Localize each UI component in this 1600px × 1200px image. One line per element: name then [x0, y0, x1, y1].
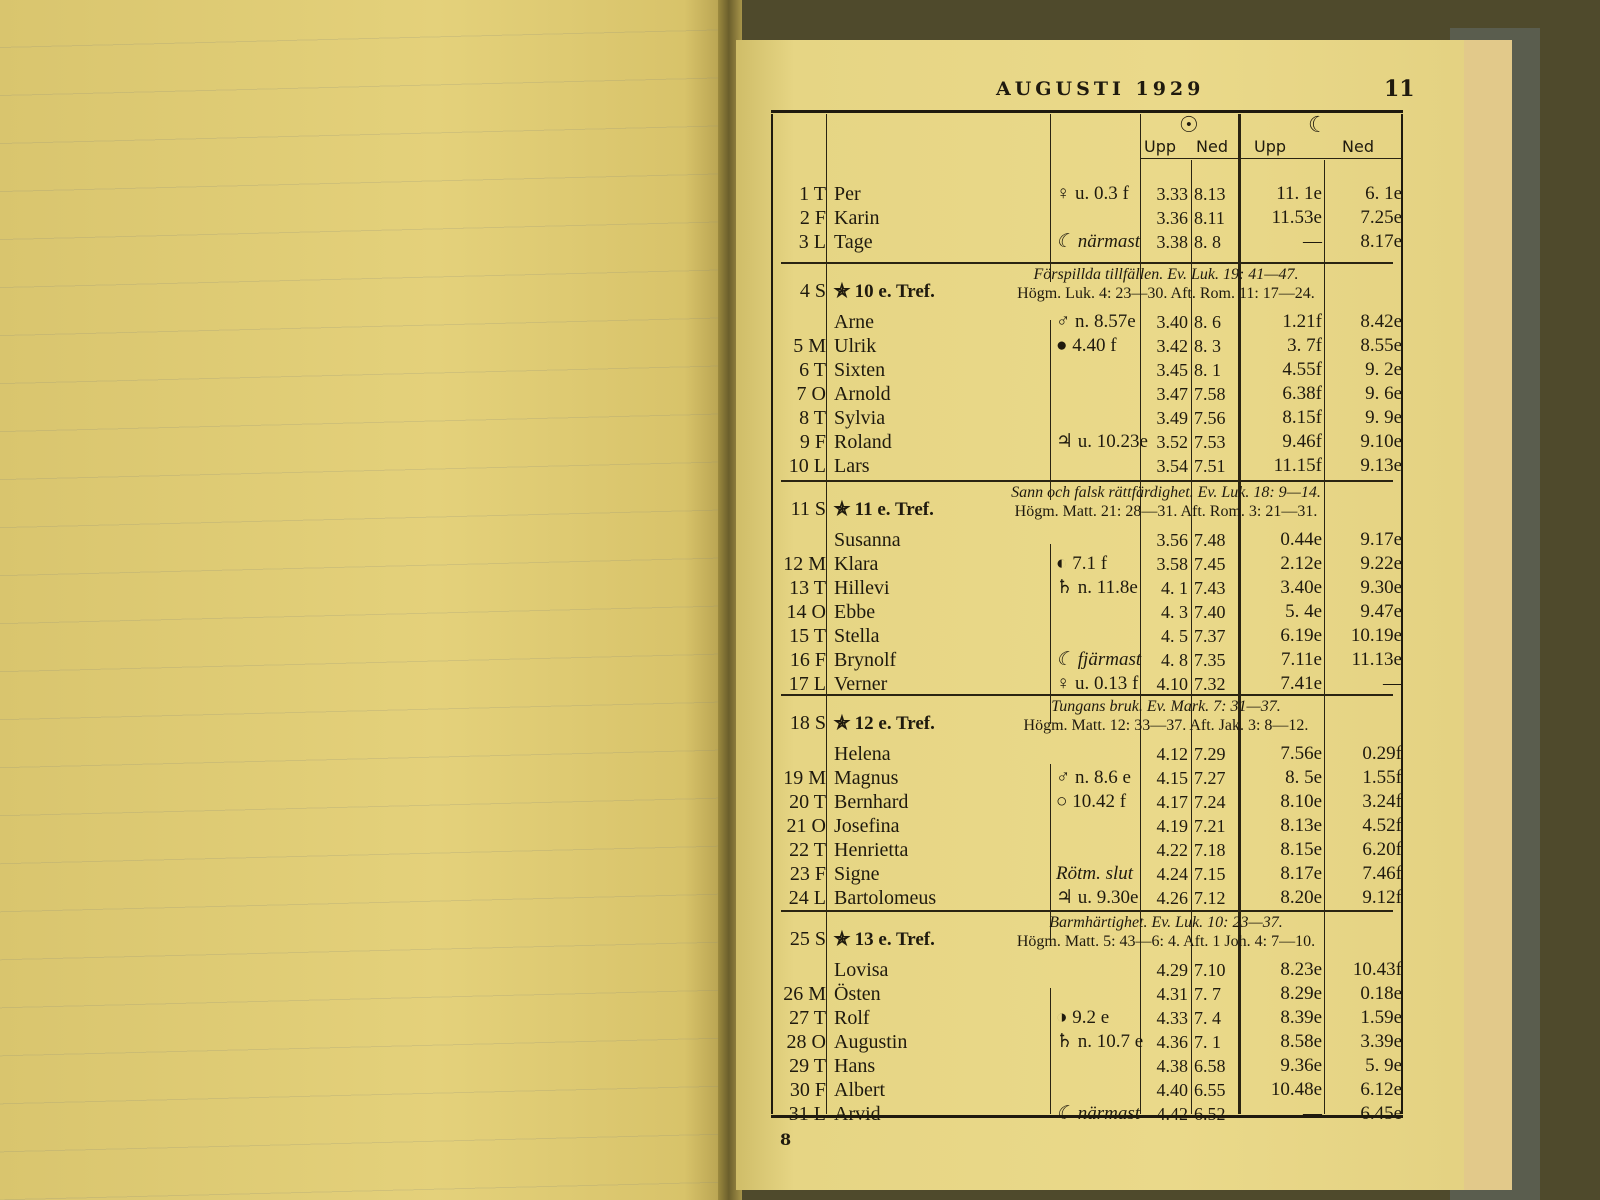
- sunrise-time: 4.22: [1156, 840, 1188, 860]
- note-column-divider: [1050, 544, 1051, 724]
- service-readings: Högm. Matt. 21: 28—31. Aft. Rom. 3: 21—31.: [1014, 503, 1318, 520]
- row-day: 26 M: [783, 983, 826, 1005]
- row-name: Helena: [834, 743, 891, 765]
- moonrise-time: 5. 4e: [1285, 601, 1322, 622]
- row-note: ♃ u. 10.23e: [1056, 431, 1148, 452]
- moonrise-time: 8.20e: [1280, 887, 1322, 908]
- moonset-time: 3.39e: [1360, 1031, 1402, 1052]
- sunset-time: 7.58: [1194, 384, 1226, 404]
- row-name: Sixten: [834, 359, 886, 381]
- moonset-time: 7.46f: [1362, 863, 1402, 884]
- row-day: 27 T: [789, 1007, 826, 1029]
- row-day: 31 L: [788, 1103, 826, 1125]
- moonset-time: 5. 9e: [1365, 1055, 1402, 1076]
- moonset-time: —: [1383, 673, 1402, 694]
- sunrise-time: 4.31: [1156, 984, 1188, 1004]
- row-note: ♀ u. 0.13 f: [1056, 673, 1139, 694]
- sunrise-time: 4.36: [1156, 1032, 1188, 1052]
- moonrise-time: 9.46f: [1282, 431, 1322, 452]
- sunrise-time: 3.56: [1156, 530, 1188, 550]
- gospel-reading: Barmhärtighet. Ev. Luk. 10: 23—37.: [1049, 914, 1283, 931]
- moonrise-time: —: [1303, 231, 1322, 252]
- row-name: Brynolf: [834, 649, 897, 671]
- row-day: 6 T: [799, 359, 826, 381]
- row-day: 28 O: [786, 1031, 826, 1053]
- sunrise-time: 4.15: [1156, 768, 1188, 788]
- row-day: 12 M: [783, 553, 826, 575]
- sunrise-time: 4.24: [1156, 864, 1188, 884]
- row-name: Josefina: [834, 815, 900, 837]
- sunset-time: 7.12: [1194, 888, 1226, 908]
- sunday-header: [736, 266, 1436, 310]
- sunset-time: 7.45: [1194, 554, 1226, 574]
- sunset-time: 6.55: [1194, 1080, 1226, 1100]
- row-day: 5 M: [793, 335, 826, 357]
- moonrise-time: 11.53e: [1271, 207, 1322, 228]
- sunset-time: 8. 1: [1194, 360, 1221, 380]
- row-note: ☾ närmast: [1056, 1103, 1141, 1124]
- sunrise-time: 4.42: [1156, 1104, 1188, 1124]
- row-note: ♂ n. 8.6 e: [1056, 767, 1131, 788]
- row-name: Rolf: [834, 1007, 870, 1029]
- moonset-time: 0.29f: [1362, 743, 1402, 764]
- sunset-time: 7.21: [1194, 816, 1226, 836]
- moonrise-time: 8.29e: [1280, 983, 1322, 1004]
- sunrise-time: 4. 5: [1161, 626, 1188, 646]
- row-day: 15 T: [789, 625, 826, 647]
- sunrise-time: 4.40: [1156, 1080, 1188, 1100]
- note-column-divider: [1050, 114, 1051, 282]
- row-note: ♀ u. 0.3 f: [1056, 183, 1129, 204]
- row-name: Per: [834, 183, 861, 205]
- page-number: 11: [1384, 76, 1415, 102]
- row-day: 23 F: [789, 863, 826, 885]
- row-name: Roland: [834, 431, 892, 453]
- sunset-time: 7.24: [1194, 792, 1226, 812]
- note-column-divider: [1050, 988, 1051, 1114]
- sun-rise-header: Upp: [1144, 137, 1177, 156]
- moonset-time: 9.17e: [1360, 529, 1402, 550]
- moonrise-time: 11. 1e: [1276, 183, 1322, 204]
- week-separator: [781, 262, 1393, 264]
- row-day: 30 F: [789, 1079, 826, 1101]
- moonset-time: 6.20f: [1362, 839, 1402, 860]
- row-note: ☾ närmast: [1056, 231, 1141, 252]
- moonset-time: 9. 6e: [1365, 383, 1402, 404]
- month-title: AUGUSTI 1929: [996, 78, 1205, 100]
- moonset-time: 10.19e: [1350, 625, 1402, 646]
- row-name: Arvid: [834, 1103, 881, 1125]
- sunrise-time: 4. 3: [1161, 602, 1188, 622]
- moonset-time: 9.30e: [1360, 577, 1402, 598]
- sunrise-time: 4.17: [1156, 792, 1188, 812]
- row-day: 22 T: [789, 839, 826, 861]
- sunset-time: 6.52: [1194, 1104, 1226, 1124]
- row-day: 3 L: [798, 231, 826, 253]
- row-day: 13 T: [789, 577, 826, 599]
- row-name: Henrietta: [834, 839, 909, 861]
- sunset-time: 7.10: [1194, 960, 1226, 980]
- moonset-time: 4.52f: [1362, 815, 1402, 836]
- sunrise-time: 3.58: [1156, 554, 1188, 574]
- sunday-date: 18 S: [789, 712, 826, 734]
- row-note: ○ 10.42 f: [1056, 791, 1127, 812]
- row-name: Ulrik: [834, 335, 877, 357]
- row-name: Hans: [834, 1055, 876, 1077]
- sunrise-time: 4.38: [1156, 1056, 1188, 1076]
- sunset-time: 7. 7: [1194, 984, 1221, 1004]
- moonset-time: 0.18e: [1360, 983, 1402, 1004]
- sunrise-time: 4.33: [1156, 1008, 1188, 1028]
- row-day: 29 T: [789, 1055, 826, 1077]
- moonrise-time: 7.56e: [1280, 743, 1322, 764]
- sunset-time: 7. 1: [1194, 1032, 1221, 1052]
- sunset-time: 7.48: [1194, 530, 1226, 550]
- moonrise-time: 8.15f: [1282, 407, 1322, 428]
- moonset-time: 9.47e: [1360, 601, 1402, 622]
- row-name: Stella: [834, 625, 880, 647]
- row-note: ● 4.40 f: [1056, 335, 1117, 356]
- feast-name: ✯ 12 e. Tref.: [834, 713, 935, 734]
- sunrise-time: 3.38: [1156, 232, 1188, 252]
- moonrise-time: 6.19e: [1280, 625, 1322, 646]
- day-column-divider: [826, 114, 827, 1114]
- moonset-time: 6.45e: [1360, 1103, 1402, 1124]
- moonset-time: 11.13e: [1351, 649, 1402, 670]
- sunrise-time: 3.52: [1156, 432, 1188, 452]
- sunset-time: 8. 8: [1194, 232, 1221, 252]
- moonset-time: 9.22e: [1360, 553, 1402, 574]
- feast-name: ✯ 11 e. Tref.: [834, 499, 934, 520]
- moonset-time: 9.12f: [1362, 887, 1402, 908]
- row-name: Tage: [834, 231, 873, 253]
- row-day: 21 O: [786, 815, 826, 837]
- sunset-time: 7.51: [1194, 456, 1226, 476]
- moonrise-time: 8. 5e: [1285, 767, 1322, 788]
- moonrise-time: 2.12e: [1280, 553, 1322, 574]
- sunday-date: 25 S: [789, 928, 826, 950]
- sunset-time: 7.43: [1194, 578, 1226, 598]
- moonrise-time: 11.15f: [1273, 455, 1322, 476]
- sunset-time: 7.53: [1194, 432, 1226, 452]
- moonrise-time: 6.38f: [1282, 383, 1322, 404]
- service-readings: Högm. Matt. 5: 43—6: 4. Aft. 1 Joh. 4: 7—10.: [1016, 933, 1316, 950]
- row-name: Magnus: [834, 767, 899, 789]
- sunrise-time: 3.54: [1156, 456, 1188, 476]
- service-readings: Högm. Luk. 4: 23—30. Aft. Rom. 11: 17—24.: [1017, 285, 1315, 302]
- sunset-time: 7.40: [1194, 602, 1226, 622]
- feast-name: ✯ 13 e. Tref.: [834, 929, 935, 950]
- row-day: 19 M: [783, 767, 826, 789]
- moonrise-time: 9.36e: [1280, 1055, 1322, 1076]
- row-note: ☾ fjärmast: [1056, 649, 1142, 670]
- sunrise-time: 4.12: [1156, 744, 1188, 764]
- sunday-date: 4 S: [799, 280, 826, 302]
- sunset-time: 7.27: [1194, 768, 1226, 788]
- moonrise-time: 8.15e: [1280, 839, 1322, 860]
- row-day: 2 F: [799, 207, 826, 229]
- row-day: 17 L: [788, 673, 826, 695]
- row-name: Sylvia: [834, 407, 886, 429]
- moonrise-time: —: [1303, 1103, 1322, 1124]
- moonrise-time: 8.13e: [1280, 815, 1322, 836]
- moonrise-time: 8.23e: [1280, 959, 1322, 980]
- sunrise-time: 3.47: [1156, 384, 1188, 404]
- row-day: 10 L: [788, 455, 826, 477]
- row-note: ◑ 9.2 e: [1056, 1007, 1110, 1028]
- moonset-time: 7.25e: [1360, 207, 1402, 228]
- sunrise-time: 4.26: [1156, 888, 1188, 908]
- row-name: Karin: [834, 207, 880, 229]
- moon-set-header: Ned: [1342, 137, 1374, 156]
- moonset-time: 8.42e: [1360, 311, 1402, 332]
- row-day: 24 L: [788, 887, 826, 909]
- row-name: Östen: [834, 983, 881, 1005]
- moonrise-time: 8.10e: [1280, 791, 1322, 812]
- moonset-time: 6.12e: [1360, 1079, 1402, 1100]
- moonrise-time: 10.48e: [1270, 1079, 1322, 1100]
- moonset-time: 9. 9e: [1365, 407, 1402, 428]
- row-name: Arne: [834, 311, 874, 333]
- gospel-reading: Tungans bruk. Ev. Mark. 7: 31—37.: [1051, 698, 1281, 715]
- row-name: Signe: [834, 863, 880, 885]
- moonset-time: 3.24f: [1362, 791, 1402, 812]
- moonrise-time: 3.40e: [1280, 577, 1322, 598]
- row-name: Ebbe: [834, 601, 876, 623]
- row-note: ♄ n. 11.8e: [1056, 577, 1138, 598]
- signature-mark: 8: [780, 1130, 792, 1149]
- moonrise-time: 4.55f: [1282, 359, 1322, 380]
- sunset-time: 7.56: [1194, 408, 1226, 428]
- moonset-time: 9.13e: [1360, 455, 1402, 476]
- sun-icon: ☉: [1179, 113, 1199, 138]
- moonset-time: 8.17e: [1360, 231, 1402, 252]
- feast-name: ✯ 10 e. Tref.: [834, 281, 935, 302]
- moonset-time: 1.55f: [1362, 767, 1402, 788]
- row-day: 16 F: [789, 649, 826, 671]
- sunday-header: [736, 914, 1436, 958]
- sunday-header: [736, 698, 1436, 742]
- row-name: Susanna: [834, 529, 901, 551]
- service-readings: Högm. Matt. 12: 33—37. Aft. Jak. 3: 8—12.: [1023, 717, 1309, 734]
- row-note: ♃ u. 9.30e: [1056, 887, 1139, 908]
- gospel-reading: Sann och falsk rättfärdighet. Ev. Luk. 18: 9—14.: [1011, 484, 1321, 501]
- moonrise-time: 7.11e: [1281, 649, 1322, 670]
- row-day: 14 O: [786, 601, 826, 623]
- row-day: 20 T: [789, 791, 826, 813]
- row-day: 7 O: [796, 383, 826, 405]
- sunset-time: 7.32: [1194, 674, 1226, 694]
- row-name: Lars: [834, 455, 870, 477]
- almanac-page: [736, 40, 1464, 1190]
- left-blank-page: [0, 0, 728, 1200]
- sunrise-time: 4.29: [1156, 960, 1188, 980]
- sunrise-time: 3.40: [1156, 312, 1188, 332]
- row-name: Albert: [834, 1079, 886, 1101]
- moonset-time: 1.59e: [1360, 1007, 1402, 1028]
- row-name: Arnold: [834, 383, 891, 405]
- row-name: Klara: [834, 553, 879, 575]
- column-head-rule: [1140, 158, 1402, 159]
- row-note: ♄ n. 10.7 e: [1056, 1031, 1144, 1052]
- sunset-time: 7.37: [1194, 626, 1226, 646]
- sunset-time: 7.35: [1194, 650, 1226, 670]
- sunset-time: 6.58: [1194, 1056, 1226, 1076]
- sunrise-time: 4. 8: [1161, 650, 1188, 670]
- moonrise-time: 7.41e: [1280, 673, 1322, 694]
- sunrise-time: 3.42: [1156, 336, 1188, 356]
- sunday-date: 11 S: [790, 498, 826, 520]
- moonrise-time: 8.17e: [1280, 863, 1322, 884]
- gospel-reading: Förspillda tillfällen. Ev. Luk. 19: 41—47.: [1033, 266, 1299, 283]
- moonrise-time: 0.44e: [1280, 529, 1322, 550]
- row-day: 1 T: [799, 183, 826, 205]
- row-name: Augustin: [834, 1031, 908, 1053]
- sunrise-time: 3.45: [1156, 360, 1188, 380]
- row-day: 8 T: [799, 407, 826, 429]
- moonset-time: 9. 2e: [1365, 359, 1402, 380]
- moonset-time: 8.55e: [1360, 335, 1402, 356]
- moonrise-time: 8.58e: [1280, 1031, 1322, 1052]
- sunset-time: 8.11: [1194, 208, 1225, 228]
- row-name: Hillevi: [834, 577, 890, 599]
- sunrise-time: 3.49: [1156, 408, 1188, 428]
- sunset-time: 8. 3: [1194, 336, 1221, 356]
- row-note: Rötm. slut: [1056, 863, 1134, 884]
- moonset-time: 9.10e: [1360, 431, 1402, 452]
- row-day: 9 F: [799, 431, 826, 453]
- sunset-time: 8.13: [1194, 184, 1226, 204]
- row-name: Lovisa: [834, 959, 889, 981]
- sunset-time: 8. 6: [1194, 312, 1221, 332]
- sunrise-time: 4.19: [1156, 816, 1188, 836]
- row-name: Bartolomeus: [834, 887, 937, 909]
- moon-icon: ☾: [1308, 113, 1328, 138]
- moonrise-time: 3. 7f: [1287, 335, 1322, 356]
- moon-column-divider: [1238, 114, 1241, 1114]
- sunset-time: 7.18: [1194, 840, 1226, 860]
- week-separator: [781, 480, 1393, 482]
- moonset-time: 6. 1e: [1365, 183, 1402, 204]
- row-name: Bernhard: [834, 791, 909, 813]
- row-name: Verner: [834, 673, 888, 695]
- row-note: ◐ 7.1 f: [1056, 553, 1108, 574]
- sunday-header: [736, 484, 1436, 528]
- sunrise-time: 4.10: [1156, 674, 1188, 694]
- row-note: ♂ n. 8.57e: [1056, 311, 1136, 332]
- moon-rise-header: Upp: [1254, 137, 1287, 156]
- page-header: [736, 78, 1436, 108]
- moonrise-time: 8.39e: [1280, 1007, 1322, 1028]
- sunset-time: 7.15: [1194, 864, 1226, 884]
- sunrise-time: 3.33: [1156, 184, 1188, 204]
- sunset-time: 7.29: [1194, 744, 1226, 764]
- moonset-time: 10.43f: [1352, 959, 1402, 980]
- moonrise-time: 1.21f: [1282, 311, 1322, 332]
- sun-set-header: Ned: [1196, 137, 1228, 156]
- sunrise-time: 4. 1: [1161, 578, 1188, 598]
- note-column-divider: [1050, 320, 1051, 500]
- sunrise-time: 3.36: [1156, 208, 1188, 228]
- sunset-time: 7. 4: [1194, 1008, 1221, 1028]
- week-separator: [781, 910, 1393, 912]
